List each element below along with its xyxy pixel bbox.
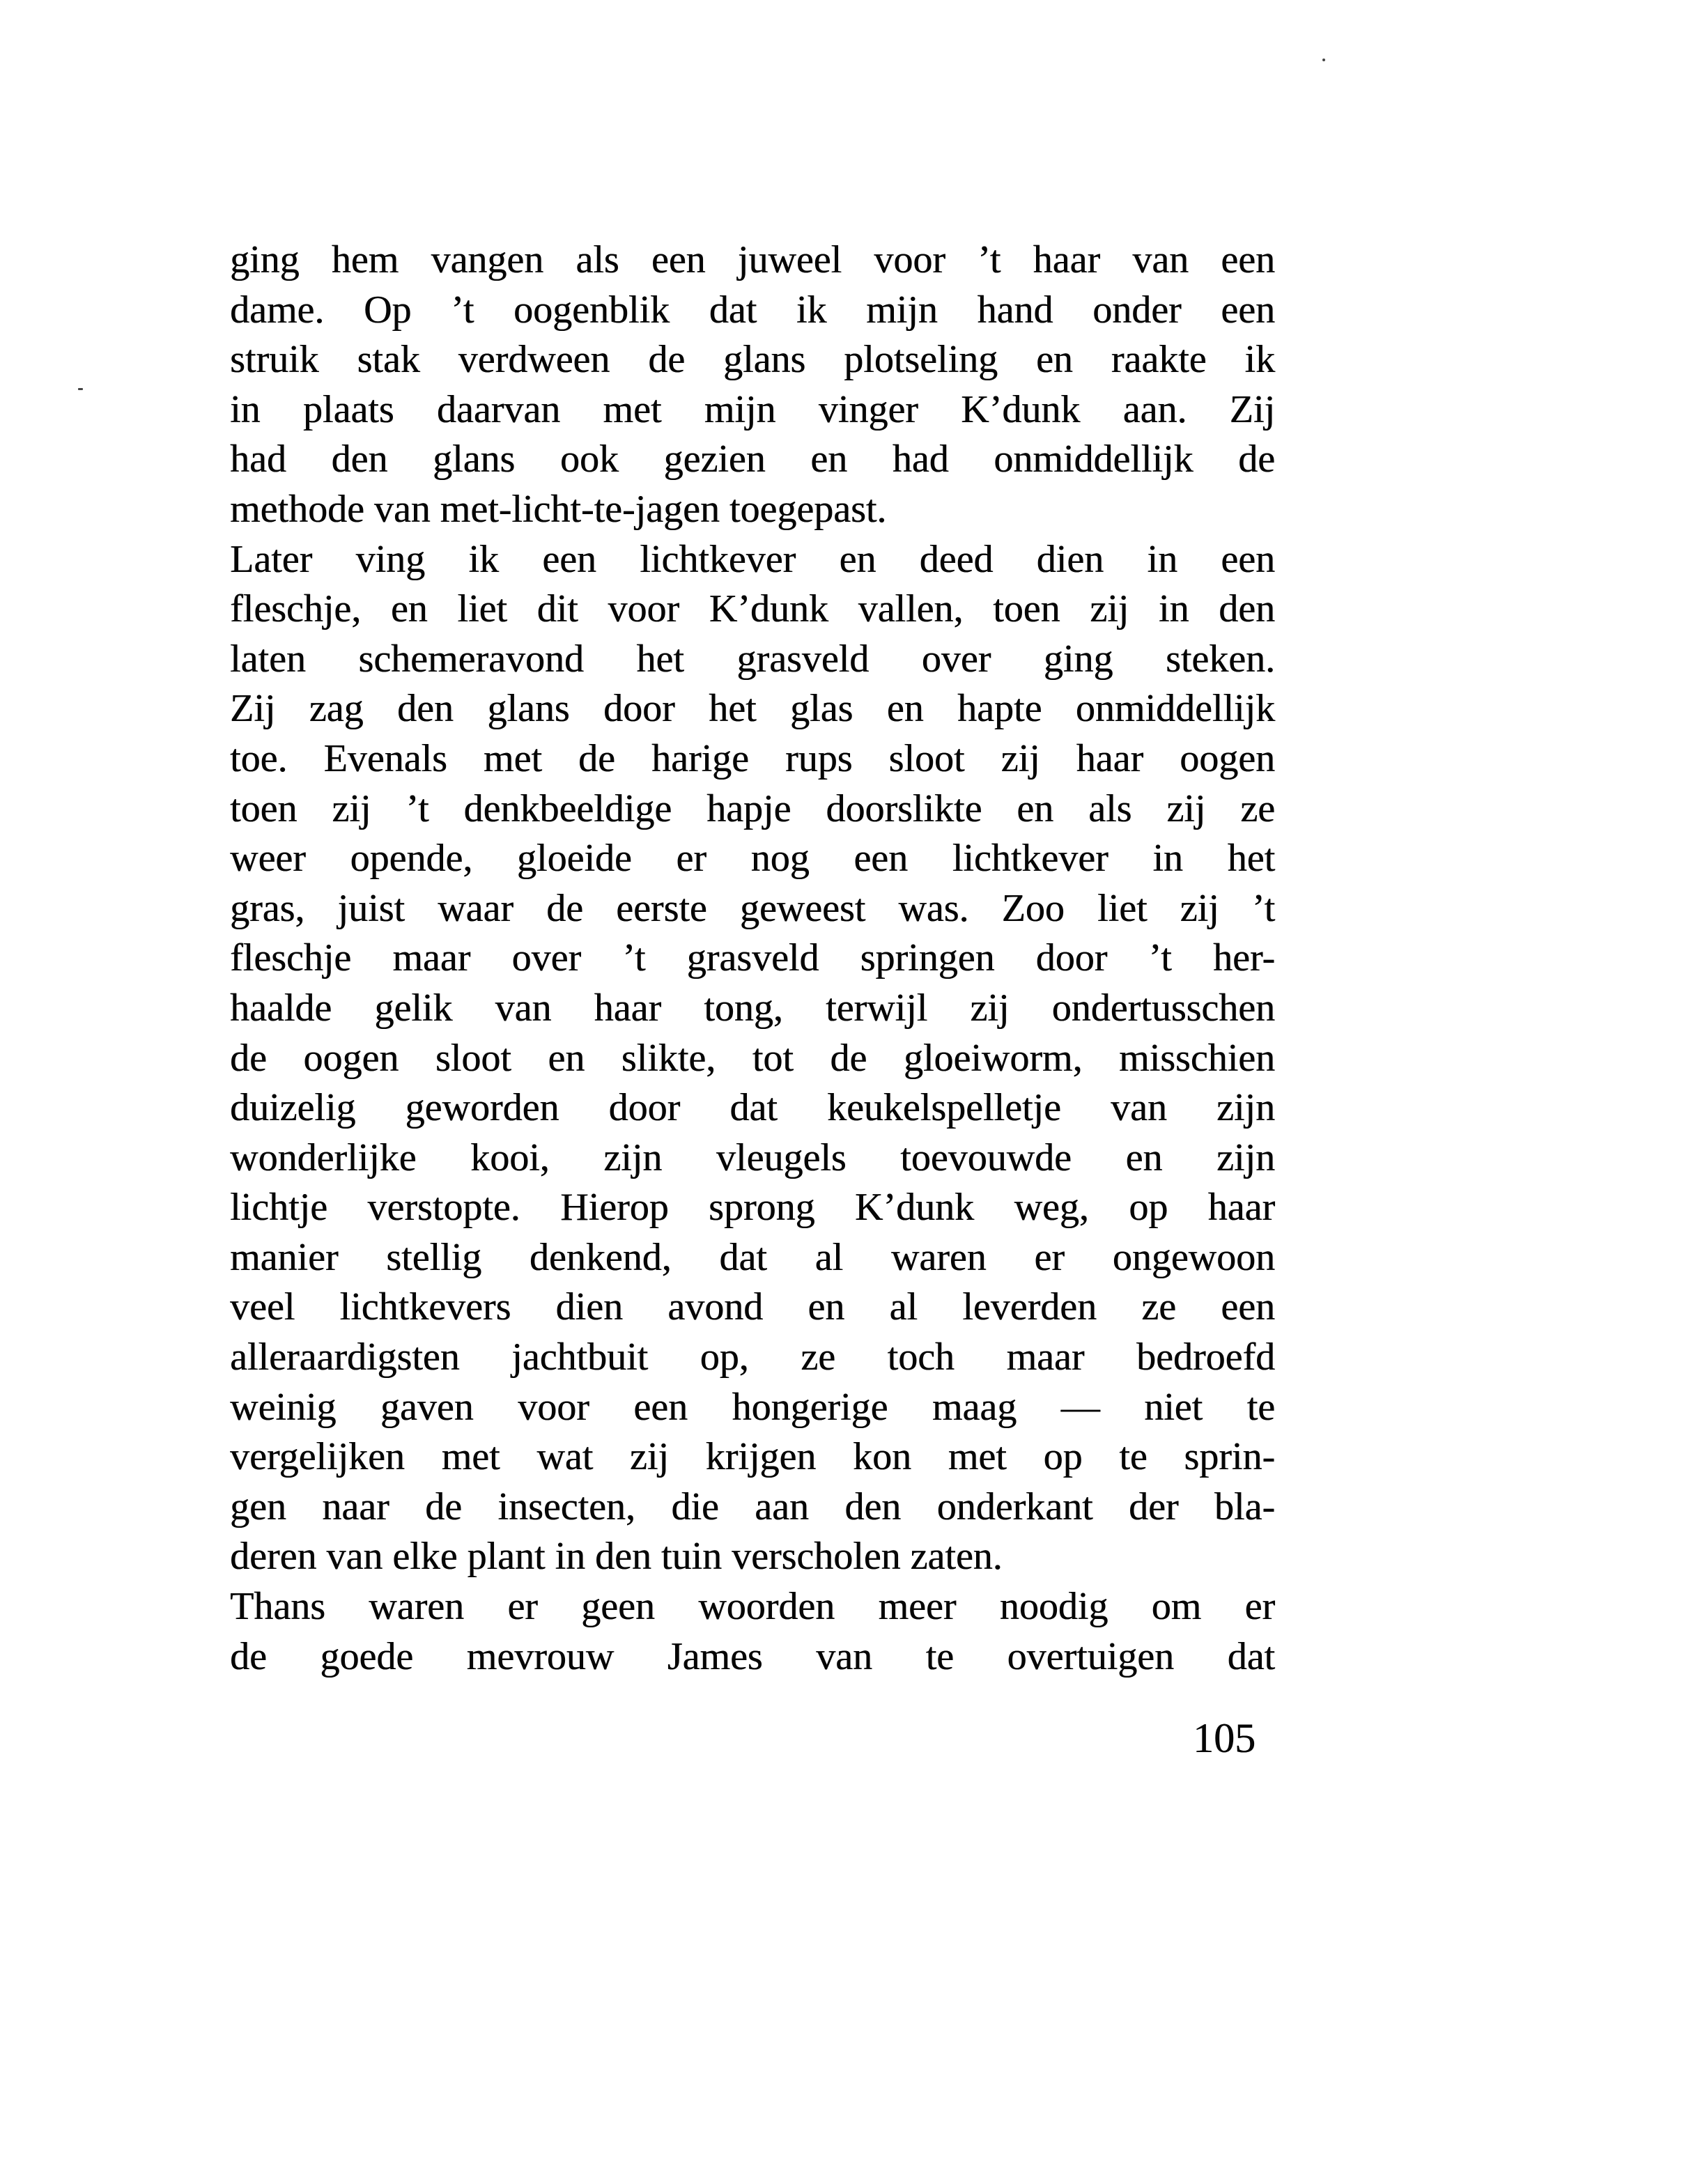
scan-speck — [1322, 59, 1325, 61]
text-line: lichtje verstopte. Hierop sprong K’dunk weg, op haar — [230, 1186, 1275, 1230]
body-text — [230, 235, 1275, 1682]
text-line: ging hem vangen als een juweel voor ’t haar van een — [230, 238, 1275, 281]
text-line: in plaats daarvan met mijn vinger K’dunk aan. Zij — [230, 387, 1275, 431]
text-line: gras, juist waar de eerste geweest was. Zoo liet zij ’t — [230, 886, 1275, 930]
text-line: vergelijken met wat zij krijgen kon met op te sprin- — [230, 1435, 1275, 1479]
text-line: manier stellig denkend, dat al waren er ongewoon — [230, 1235, 1275, 1279]
text-line: toe. Evenals met de harige rups sloot zij haar oogen — [230, 736, 1275, 780]
text-line: haalde gelik van haar tong, terwijl zij ondertusschen — [230, 986, 1275, 1030]
text-line: de goede mevrouw James van te overtuigen dat — [230, 1634, 1275, 1678]
text-line: fleschje, en liet dit voor K’dunk vallen, toen zij in den — [230, 587, 1275, 631]
text-line: dame. Op ’t oogenblik dat ik mijn hand onder een — [230, 288, 1275, 332]
text-line: Later ving ik een lichtkever en deed dien in een — [230, 537, 1275, 581]
text-line: alleraardigsten jachtbuit op, ze toch maar bedroefd — [230, 1335, 1275, 1379]
text-line: veel lichtkevers dien avond en al leverden ze een — [230, 1285, 1275, 1329]
text-line: had den glans ook gezien en had onmiddellijk de — [230, 437, 1275, 481]
text-line: Zij zag den glans door het glas en hapte onmiddellijk — [230, 687, 1275, 731]
text-line: weer opende, gloeide er nog een lichtkever in het — [230, 837, 1275, 881]
text-line: de oogen sloot en slikte, tot de gloeiworm, misschien — [230, 1036, 1275, 1080]
text-line: Thans waren er geen woorden meer noodig om er — [230, 1585, 1275, 1629]
text-line: toen zij ’t denkbeeldige hapje doorslikte en als zij ze — [230, 787, 1275, 830]
text-line: laten schemeravond het grasveld over ging steken. — [230, 637, 1275, 681]
scan-speck — [78, 388, 83, 390]
page-number: 105 — [1193, 1715, 1256, 1761]
text-line: wonderlijke kooi, zijn vleugels toevouwde en zijn — [230, 1136, 1275, 1179]
text-line: weinig gaven voor een hongerige maag — niet te — [230, 1385, 1275, 1429]
text-line: duizelig geworden door dat keukelspelletje van zijn — [230, 1086, 1275, 1130]
text-line: deren van elke plant in den tuin verscholen zaten. — [230, 1535, 1003, 1579]
text-line: struik stak verdween de glans plotseling en raakte ik — [230, 338, 1275, 382]
text-line: fleschje maar over ’t grasveld springen door ’t her- — [230, 936, 1275, 980]
text-line: methode van met-licht-te-jagen toegepast. — [230, 487, 887, 531]
text-line: gen naar de insecten, die aan den onderkant der bla- — [230, 1485, 1275, 1528]
